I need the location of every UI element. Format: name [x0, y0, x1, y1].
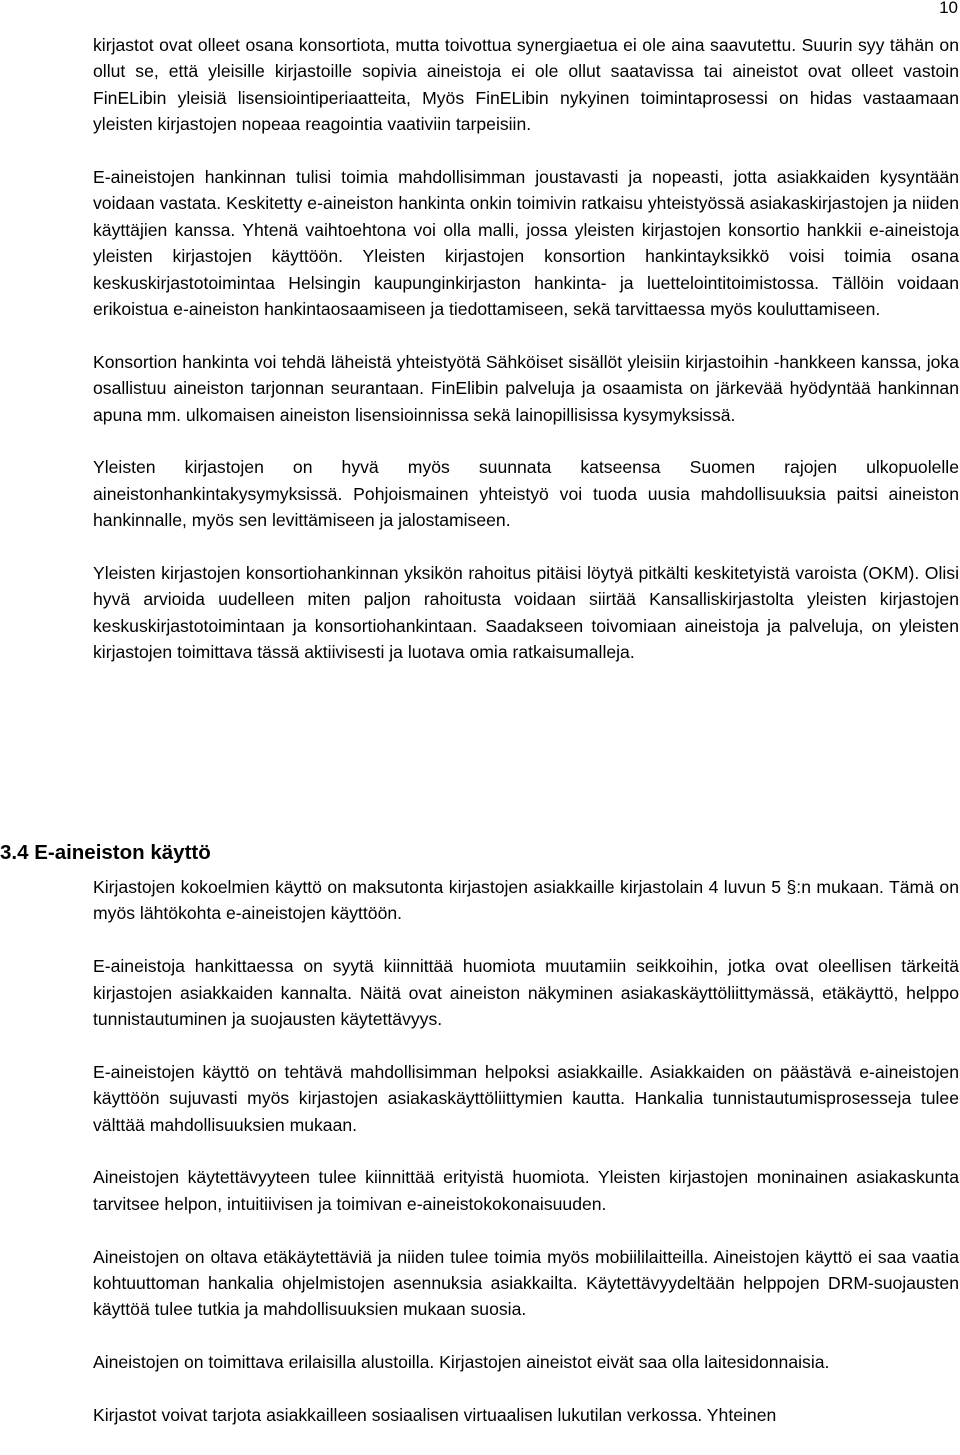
lower-text-block	[93, 874, 959, 1455]
paragraph: E-aineistojen hankinnan tulisi toimia mahdollisimman joustavasti ja nopeasti, jotta asiakkaiden kysyntään voidaan vastata. Keskitetty e-aineiston hankinta onkin toimivin ratkaisu yhteistyössä asiakaskirjastojen ja niiden käyttäjien kanssa. Yhtenä vaihtoehtona voi olla malli, jossa yleisten kirjastojen konsortio hankkii e-aineistoja yleisten kirjastojen käyttöön. Yleisten kirjastojen konsortion hankintayksikkö voisi toimia osana keskuskirjastotoimintaa Helsingin kaupunginkirjaston hankinta- ja luettelointitoimistossa. Tällöin voidaan erikoistua e-aineiston hankintaosaamiseen ja tiedottamiseen, sekä tarvittaessa myös kouluttamiseen.	[93, 167, 959, 320]
paragraph: kirjastot ovat olleet osana konsortiota, mutta toivottua synergiaetua ei ole aina saavutettu. Suurin syy tähän on ollut se, että yleisille kirjastoille sopivia aineistoja ei ole ollut saatavissa tai aineistot ovat olleet vastoin FinELibin yleisiä lisensiointiperiaatteita, Myös FinELibin nykyinen toimintaprosessi on hidas vastaamaan yleisten kirjastojen nopeaa reagointia vaativiin tarpeisiin.	[93, 35, 959, 135]
page-number: 10	[939, 0, 958, 17]
paragraph: Yleisten kirjastojen on hyvä myös suunnata katseensa Suomen rajojen ulkopuolelle aineistonhankintakysymyksissä. Pohjoismainen yhteistyö voi tuoda uusia mahdollisuuksia paitsi aineiston hankinnalle, myös sen levittämiseen ja jalostamiseen.	[93, 457, 959, 531]
upper-text-block	[93, 32, 959, 692]
paragraph: E-aineistoja hankittaessa on syytä kiinnittää huomiota muutamiin seikkoihin, jotka ovat oleellisen tärkeitä kirjastojen asiakkaiden kannalta. Näitä ovat aineiston näkyminen asiakaskäyttöliittymässä, etäkäyttö, helppo tunnistautuminen ja suojausten käytettävyys.	[93, 956, 959, 1030]
paragraph: Aineistojen käytettävyyteen tulee kiinnittää erityistä huomiota. Yleisten kirjastojen moninainen asiakaskunta tarvitsee helpon, intuitiivisen ja toimivan e-aineistokokonaisuuden.	[93, 1167, 959, 1214]
paragraph: Kirjastojen kokoelmien käyttö on maksutonta kirjastojen asiakkaille kirjastolain 4 luvun 5 §:n mukaan. Tämä on myös lähtökohta e-aineistojen käyttöön.	[93, 877, 959, 924]
paragraph: Konsortion hankinta voi tehdä läheistä yhteistyötä Sähköiset sisällöt yleisiin kirjastoihin -hankkeen kanssa, joka osallistuu aineiston tarjonnan seurantaan. FinElibin palveluja ja osaamista on järkevää hyödyntää hankinnan apuna mm. ulkomaisen aineiston lisensioinnissa sekä lainopillisissa kysymyksissä.	[93, 351, 959, 425]
paragraph: Aineistojen on oltava etäkäytettäviä ja niiden tulee toimia myös mobiililaitteilla. Aineistojen käyttö ei saa vaatia kohtuuttoman hankalia ohjelmistojen asennuksia asiakkailta. Käytettävyydeltään helppojen DRM-suojausten käyttöä tulee tutkia ja mahdollisuuksien mukaan suosia.	[93, 1246, 959, 1320]
paragraph: Kirjastot voivat tarjota asiakkailleen sosiaalisen virtuaalisen lukutilan verkossa. Yhteinen	[93, 1405, 777, 1426]
section-heading: 3.4 E-aineiston käyttö	[0, 841, 211, 864]
paragraph: E-aineistojen käyttö on tehtävä mahdollisimman helpoksi asiakkaille. Asiakkaiden on päästävä e-aineistojen käyttöön sujuvasti myös kirjastojen asiakaskäyttöliittymien kautta. Hankalia tunnistautumisprosesseja tulee välttää mahdollisuuksien mukaan.	[93, 1061, 959, 1135]
paragraph: Yleisten kirjastojen konsortiohankinnan yksikön rahoitus pitäisi löytyä pitkälti keskitetyistä varoista (OKM). Olisi hyvä arvioida uudelleen miten paljon rahoitusta voidaan siirtää Kansalliskirjastolta yleisten kirjastojen keskuskirjastotoimintaan ja konsortiohankintaan. Saadakseen toivomiaan aineistoja ja palveluja, on yleisten kirjastojen toimittava tässä aktiivisesti ja luotava omia ratkaisumalleja.	[93, 563, 959, 663]
paragraph: Aineistojen on toimittava erilaisilla alustoilla. Kirjastojen aineistot eivät saa olla laitesidonnaisia.	[93, 1352, 830, 1373]
